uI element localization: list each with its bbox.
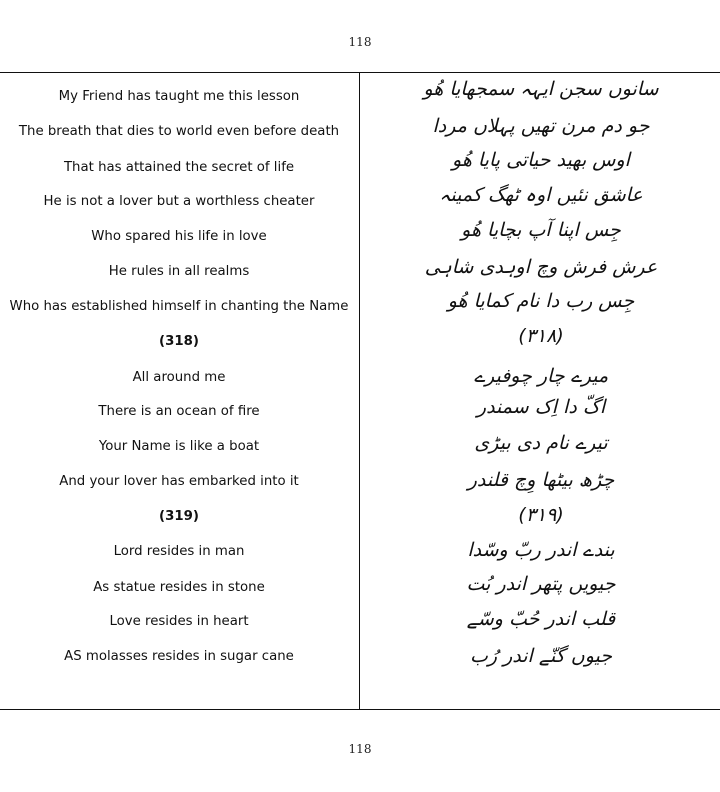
- english-line: And your lover has embarked into it: [59, 474, 299, 489]
- urdu-line: میرے چار چوفیرے: [473, 365, 609, 387]
- urdu-line: چڑھ بیٹھا وِچ قلندر: [467, 469, 615, 491]
- urdu-line: بندے اندر ربّ وسّدا: [467, 539, 615, 561]
- verse-number-urdu: (۳۱۹): [518, 504, 564, 526]
- english-line: As statue resides in stone: [93, 580, 265, 595]
- verse-number: (318): [159, 334, 199, 349]
- english-line: All around me: [132, 370, 226, 385]
- urdu-line: اگّ دا اِک سمندر: [476, 396, 606, 418]
- english-line: He rules in all realms: [108, 264, 250, 279]
- urdu-line: سانوں سجن ایہہ سمجھایا ھُو: [423, 78, 659, 100]
- top-rule: [0, 72, 720, 73]
- bottom-rule: [0, 709, 720, 710]
- english-line: He is not a lover but a worthless cheater: [43, 194, 315, 209]
- urdu-line: اوس بھید حیاتی پایا ھُو: [452, 149, 630, 171]
- column-divider: [359, 72, 360, 710]
- english-line: My Friend has taught me this lesson: [58, 89, 300, 104]
- urdu-line: عرش فرش وچ اوہدی شاہی: [424, 256, 658, 278]
- english-line: The breath that dies to world even before death: [18, 124, 340, 139]
- urdu-line: عاشق نئیں اوہ ٹھگ کمینہ: [439, 184, 643, 206]
- verse-number-urdu: (۳۱۸): [518, 325, 564, 347]
- english-line: Your Name is like a boat: [98, 439, 260, 454]
- english-line: Who has established himself in chanting the Name: [9, 299, 349, 314]
- urdu-line: قلب اندر حُبّ وسّے: [466, 608, 616, 630]
- urdu-line: جیویں پتھر اندر بُت: [466, 573, 616, 595]
- verse-number: (319): [159, 509, 199, 524]
- english-line: Lord resides in man: [113, 544, 245, 559]
- english-line: Who spared his life in love: [91, 229, 267, 244]
- english-line: There is an ocean of fire: [98, 404, 260, 419]
- english-line: AS molasses resides in sugar cane: [64, 649, 294, 664]
- urdu-line: جِس رب دا نام کمایا ھُو: [447, 290, 635, 312]
- urdu-line: جِس اپنا آپ بچایا ھُو: [461, 219, 621, 241]
- page-number-bottom: 118: [348, 742, 372, 756]
- english-line: Love resides in heart: [109, 614, 249, 629]
- page-number-top: 118: [348, 35, 372, 49]
- english-line: That has attained the secret of life: [63, 160, 295, 175]
- urdu-line: جو دم مرن تھیں پہلاں مردا: [432, 115, 650, 137]
- urdu-line: تیرے نام دی بیڑی: [474, 432, 608, 454]
- urdu-line: جیوں گنّے اندر رُب: [469, 645, 613, 667]
